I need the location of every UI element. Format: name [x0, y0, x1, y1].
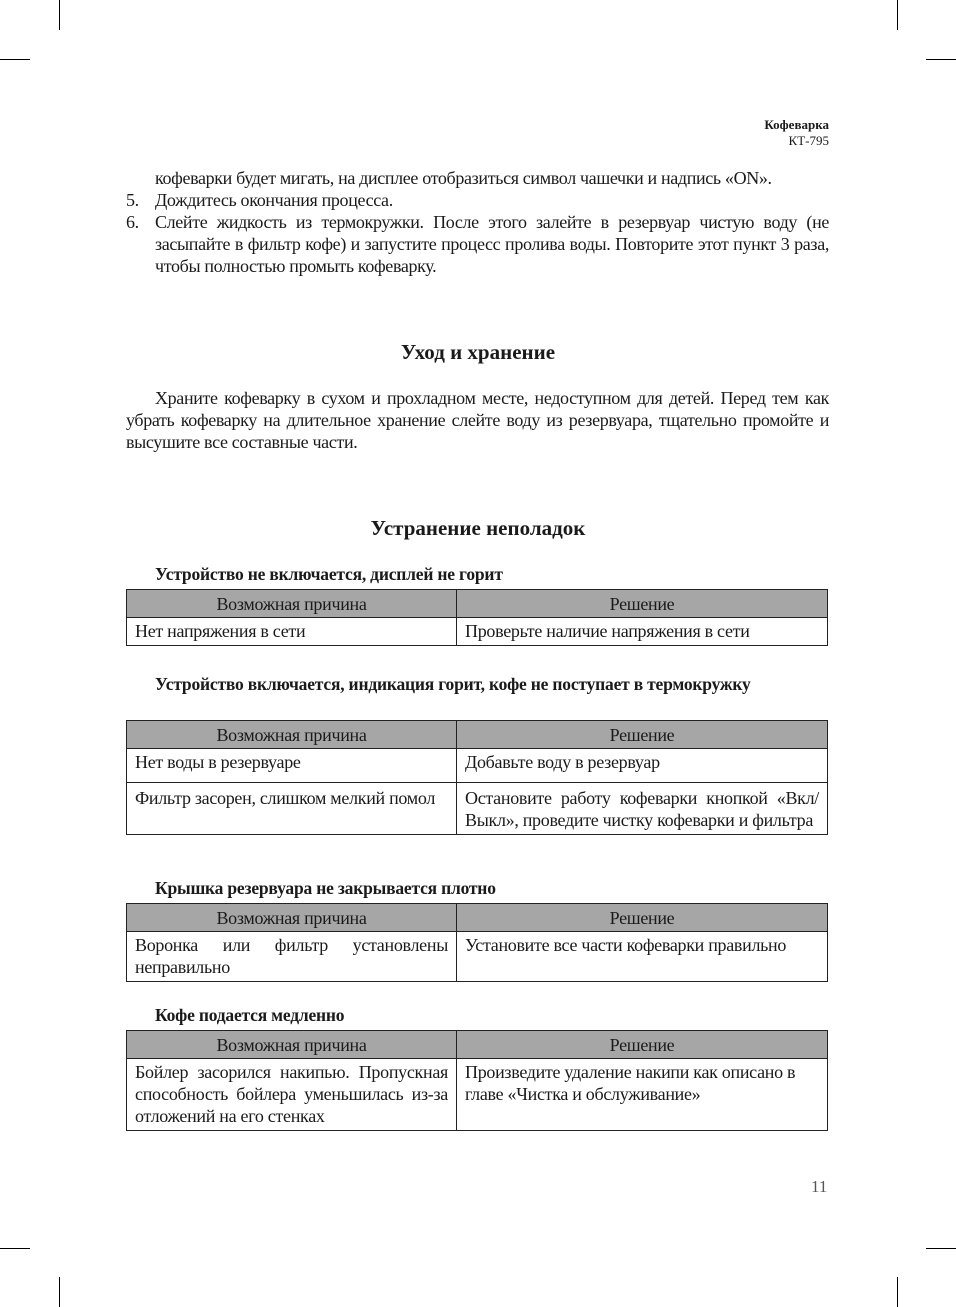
col-solution: Решение — [457, 721, 828, 749]
care-heading: Уход и хранение — [400, 340, 556, 364]
intro-block — [126, 167, 829, 277]
col-cause: Возможная причина — [127, 590, 457, 618]
care-paragraph: Храните кофеварку в сухом и прохладном месте, недоступном для детей. Перед тем как убрать кофеварку на длительное хранение слейте воду из резервуара, тщательно промойте и высушите все составные части. — [126, 388, 829, 452]
solution-cell: Проверьте наличие напряжения в сети — [457, 618, 828, 646]
crop-mark — [59, 0, 60, 30]
solution-cell: Остановите работу кофеварки кнопкой «Вкл/Выкл», проведите чистку кофеварки и фильтра — [457, 783, 828, 835]
troubleshooting-table — [126, 720, 828, 835]
running-header — [764, 117, 829, 149]
crop-mark — [0, 59, 30, 60]
col-cause: Возможная причина — [127, 721, 457, 749]
cause-cell: Воронка или фильтр установлены неправильно — [127, 932, 457, 982]
table-row — [127, 783, 828, 835]
col-solution: Решение — [457, 1031, 828, 1059]
cause-cell: Фильтр засорен, слишком мелкий помол — [127, 783, 457, 835]
solution-cell: Установите все части кофеварки правильно — [457, 932, 828, 982]
list-text: Слейте жидкость из термокружки. После этого залейте в резервуар чистую воду (не засыпайте в фильтр кофе) и запустите процесс пролива воды. Повторите этот пункт 3 раза, чтобы полностью промыть кофеварку. — [155, 212, 829, 276]
table-row — [127, 932, 828, 982]
cause-cell: Нет напряжения в сети — [127, 618, 457, 646]
section-title: Устройство включается, индикация горит, кофе не поступает в термокружку — [155, 674, 751, 694]
table-header-row — [127, 590, 828, 618]
troubleshooting-table — [126, 589, 828, 646]
list-item — [126, 189, 829, 211]
col-solution: Решение — [457, 904, 828, 932]
section-title: Крышка резервуара не закрывается плотно — [155, 878, 496, 898]
list-number: 6. — [126, 212, 139, 232]
table-row — [127, 1059, 828, 1131]
intro-continuation: кофеварки будет мигать, на дисплее отобразиться символ чашечки и надпись «ON». — [155, 168, 772, 188]
list-text: Дождитесь окончания процесса. — [155, 190, 393, 210]
header-model: КТ-795 — [788, 133, 829, 148]
troubleshooting-table — [126, 1030, 828, 1131]
col-cause: Возможная причина — [127, 1031, 457, 1059]
solution-cell: Добавьте воду в резервуар — [457, 749, 828, 783]
troubleshooting-heading: Устранение неполадок — [370, 516, 586, 540]
table-row — [127, 749, 828, 783]
list-item — [126, 211, 829, 277]
section-title: Устройство не включается, дисплей не горит — [155, 564, 503, 584]
troubleshooting-table — [126, 903, 828, 982]
table-header-row — [127, 904, 828, 932]
header-product: Кофеварка — [764, 117, 829, 132]
table-header-row — [127, 721, 828, 749]
crop-mark — [926, 1248, 956, 1249]
page-number: 11 — [811, 1177, 828, 1196]
crop-mark — [0, 1248, 30, 1249]
crop-mark — [897, 0, 898, 30]
crop-mark — [926, 59, 956, 60]
solution-cell: Произведите удаление накипи как описано в главе «Чистка и обслуживание» — [457, 1059, 828, 1131]
cause-cell: Нет воды в резервуаре — [127, 749, 457, 783]
list-number: 5. — [126, 190, 139, 210]
col-solution: Решение — [457, 590, 828, 618]
section-title: Кофе подается медленно — [155, 1005, 345, 1025]
col-cause: Возможная причина — [127, 904, 457, 932]
cause-cell: Бойлер засорился накипью. Пропускная способность бойлера уменьшилась из-за отложений на его стенках — [127, 1059, 457, 1131]
table-row — [127, 618, 828, 646]
crop-mark — [59, 1277, 60, 1307]
crop-mark — [897, 1277, 898, 1307]
table-header-row — [127, 1031, 828, 1059]
